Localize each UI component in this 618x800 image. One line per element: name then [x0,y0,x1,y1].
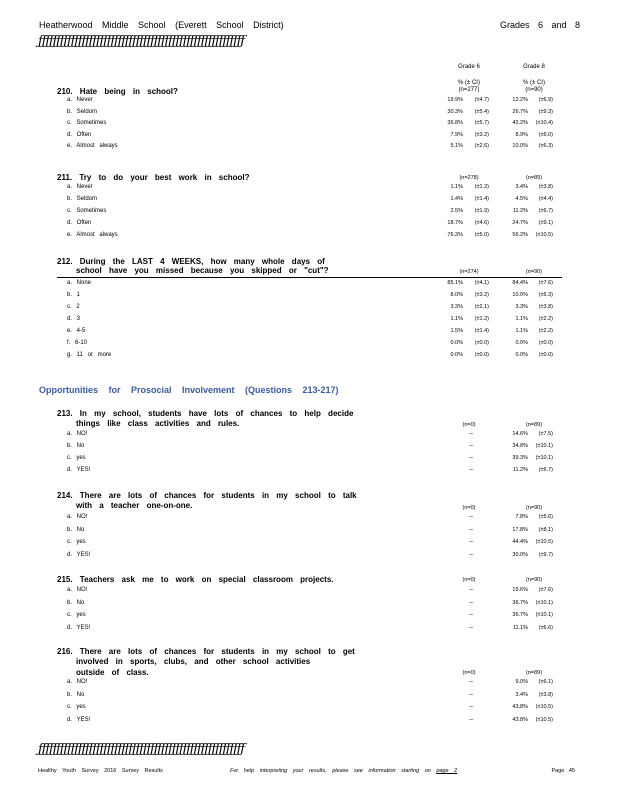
question-216-title-line2: involved in sports, clubs, and other school activities [76,657,311,666]
q210-grade8-ci: (±10.4) [535,120,553,126]
q215-grade6-no-data: -- [469,587,473,593]
q211-grade8-n: (n=89) [525,175,543,181]
q212-grade8-ci: (±0.0) [538,352,553,358]
q211-grade6-percent: 1.1% [450,184,463,190]
footer-survey-title: Healthy Youth Survey 2016 Survey Results [38,768,163,774]
q210-grade8-percent: 42.2% [512,120,528,126]
q216-grade6-n: (n=0) [462,670,476,676]
q210-grade6-ci: (±5.4) [474,108,489,115]
q216-grade8-percent: 43.8% [512,716,528,723]
q212-grade6-percent: 1.1% [450,316,463,322]
q212-grade6-n: (n=274) [459,269,479,275]
q215-grade6-no-data: -- [469,599,473,606]
q212-grade6-percent: 0.0% [450,340,463,346]
question-210-title: 210. Hate being in school? [57,87,178,96]
q210-option-label: e. Almost always [67,143,118,149]
q211-grade6-ci: (±1.9) [474,208,489,214]
q216-option-label: d. YES! [67,716,91,723]
q214-grade8-ci: (±8.1) [538,526,553,533]
q210-grade6-percent: 36.8% [447,120,463,126]
q211-option-label: c. Sometimes [67,208,107,214]
q214-option-label: c. yes [67,539,86,545]
question-213-title-line2: things like class activities and rules. [76,419,240,428]
q215-grade8-ci: (±6.6) [538,624,553,631]
q211-grade8-ci: (±6.7) [538,208,553,214]
q213-grade6-no-data: -- [469,443,473,449]
q210-grade8-percent: 10.0% [512,143,528,149]
q210-grade8-ci: (±6.0) [538,131,553,138]
grade8-pct-label: % (± CI) [523,80,545,86]
q214-grade8-percent: 30.0% [512,551,528,558]
q213-grade8-ci: (±6.7) [538,467,553,473]
grade8-column-header: Grade 8 [523,64,545,70]
q216-grade6-no-data: -- [469,716,473,723]
q211-grade8-percent: 11.2% [512,208,528,214]
q213-grade8-ci: (±10.1) [535,455,553,461]
q215-grade8-percent: 11.1% [512,624,528,631]
q210-grade6-percent: 5.1% [450,143,463,149]
q216-grade8-percent: 9.0% [515,679,528,685]
q216-grade6-no-data: -- [469,704,473,710]
q211-grade6-n: (n=278) [459,175,479,181]
q215-grade8-percent: 36.7% [512,612,528,618]
decorative-divider-top: ƒƒƒƒƒƒƒƒƒƒƒƒƒƒƒƒƒƒƒƒƒƒƒƒƒƒƒƒƒƒƒƒƒƒƒƒƒƒƒƒƒƒƒƒƒƒƒƒƒƒƒƒƒƒƒƒƒ [38,34,244,49]
q216-option-label: c. yes [67,704,86,710]
q212-option-label: g. 11 or more [67,352,112,358]
decorative-divider-bottom: ƒƒƒƒƒƒƒƒƒƒƒƒƒƒƒƒƒƒƒƒƒƒƒƒƒƒƒƒƒƒƒƒƒƒƒƒƒƒƒƒƒƒƒƒƒƒƒƒƒƒƒƒƒƒƒƒƒ [38,742,244,757]
q213-option-label: a. NO! [67,431,88,437]
q215-grade8-n: (n=90) [525,577,543,583]
q216-grade8-ci: (±10.5) [535,716,553,723]
q212-grade8-ci: (±6.3) [538,292,553,298]
q216-option-label: a. NO! [67,679,88,685]
q212-grade8-percent: 3.3% [515,304,528,310]
question-214-title-line2: with a teacher one-on-one. [76,501,193,510]
q211-option-label: e. Almost always [67,232,118,238]
q213-option-label: d. YES! [67,467,91,473]
q212-grade6-percent: 3.3% [450,304,463,310]
q212-option-label: a. None [67,280,92,286]
q210-grade6-percent: 19.9% [447,97,463,103]
q214-grade8-ci: (±9.7) [538,551,553,558]
q213-grade8-ci: (±7.5) [538,431,553,437]
q212-grade8-ci: (±2.2) [538,328,553,334]
q212-grade8-ci: (±3.8) [538,304,553,310]
q214-grade6-no-data: -- [469,514,473,520]
q210-grade8-ci: (±6.3) [538,143,553,149]
grade6-pct-label: % (± CI) [458,80,480,86]
q213-grade8-n: (n=89) [525,422,543,428]
q212-grade8-percent: 0.0% [515,352,528,358]
q211-grade6-percent: 18.7% [447,220,463,226]
q212-grade8-percent: 1.1% [515,316,528,322]
q212-grade6-percent: 85.1% [447,280,463,286]
q216-grade8-ci: (±3.8) [538,691,553,698]
q211-grade8-ci: (±9.1) [538,220,553,226]
q211-grade8-ci: (±3.8) [538,184,553,190]
q216-grade8-ci: (±10.5) [535,704,553,710]
q215-grade6-no-data: -- [469,612,473,618]
q210-grade6-n: (n=277) [458,87,480,93]
q210-option-label: d. Often [67,131,92,138]
q214-grade6-no-data: -- [469,539,473,545]
question-216-title-line1: 216. There are lots of chances for students in my school to get [57,647,355,656]
question-215-title: 215. Teachers ask me to work on special classroom projects. [57,575,334,584]
q216-grade8-n: (n=89) [525,670,543,676]
question-212-title-line2: school have you missed because you skipped or "cut"? [76,266,329,275]
footer-page-number: Page 45 [551,768,575,774]
q214-option-label: b. No [67,526,85,533]
q210-grade8-percent: 26.7% [512,108,528,115]
question-211-title: 211. Try to do your best work in school? [57,173,250,182]
q214-grade6-no-data: -- [469,526,473,533]
q212-grade8-percent: 10.0% [512,292,528,298]
q215-option-label: b. No [67,599,85,606]
q215-grade6-n: (n=0) [462,577,476,583]
q214-option-label: a. NO! [67,514,88,520]
q210-grade6-percent: 7.9% [450,131,463,138]
q215-option-label: a. NO! [67,587,88,593]
q211-grade8-percent: 56.2% [512,232,528,238]
q213-option-label: c. yes [67,455,86,461]
q212-option-label: d. 3 [67,316,81,322]
q216-grade8-percent: 3.4% [515,691,528,698]
q212-grade6-ci: (±0.0) [474,352,489,358]
q212-grade8-percent: 84.4% [512,280,528,286]
q216-option-label: b. No [67,691,85,698]
q212-grade6-ci: (±2.1) [474,304,489,310]
q213-grade6-no-data: -- [469,431,473,437]
question-214-title-line1: 214. There are lots of chances for students in my school to talk [57,491,357,500]
document-header-right: Grades 6 and 8 [499,20,580,30]
q212-grade6-ci: (±1.4) [474,328,489,334]
q210-grade6-ci: (±5.7) [474,120,489,126]
q216-grade6-no-data: -- [469,679,473,685]
q210-grade8-percent: 12.2% [512,97,528,103]
q212-option-label: b. 1 [67,292,81,298]
q211-option-label: d. Often [67,220,92,226]
question-213-title-line1: 213. In my school, students have lots of chances to help decide [57,409,354,418]
q215-grade8-ci: (±10.1) [535,599,553,606]
q214-grade6-no-data: -- [469,551,473,558]
q216-grade8-ci: (±6.1) [538,679,553,685]
q213-grade8-ci: (±10.1) [535,443,553,449]
q210-option-label: a. Never [67,97,93,103]
q212-grade8-percent: 1.1% [515,328,528,334]
q210-grade6-ci: (±2.6) [474,143,489,149]
q211-grade6-percent: 1.4% [450,196,463,202]
q212-grade8-ci: (±7.6) [538,280,553,286]
q212-underline [57,277,562,278]
q216-grade6-no-data: -- [469,691,473,698]
q211-grade6-percent: 2.5% [450,208,463,214]
question-216-title-line3: outside of class. [76,668,149,677]
q213-grade6-no-data: -- [469,467,473,473]
q212-grade8-percent: 0.0% [515,340,528,346]
q211-grade6-ci: (±4.6) [474,220,489,226]
footer-help-sentence: For help interpreting your results, please see information starting on [230,768,437,774]
q212-grade8-n: (n=90) [525,269,543,275]
q211-grade8-percent: 4.5% [515,196,528,202]
q210-grade8-percent: 8.9% [515,131,528,138]
q213-grade8-percent: 34.8% [512,443,528,449]
q210-grade8-ci: (±9.3) [538,108,553,115]
q215-option-label: c. yes [67,612,86,618]
q213-grade8-percent: 11.2% [512,467,528,473]
q212-grade6-ci: (±4.1) [474,280,489,286]
q213-grade8-percent: 14.6% [512,431,528,437]
q212-option-label: c. 2 [67,304,80,310]
q210-grade6-ci: (±4.7) [474,97,489,103]
q212-grade8-ci: (±2.2) [538,316,553,322]
section-heading: Opportunities for Prosocial Involvement (Questions 213-217) [39,385,339,395]
q212-option-label: e. 4-5 [67,328,86,334]
q211-grade6-ci: (±5.0) [474,232,489,238]
q212-grade6-percent: 1.5% [450,328,463,334]
q211-grade8-ci: (±4.4) [538,196,553,202]
q211-grade6-percent: 76.3% [447,232,463,238]
q214-grade8-percent: 17.8% [512,526,528,533]
document-header-left: Heatherwood Middle School (Everett School District) [39,20,284,30]
q210-grade6-ci: (±3.2) [474,131,489,138]
q214-grade8-n: (n=90) [525,505,543,511]
q212-grade6-ci: (±0.0) [474,340,489,346]
q210-option-label: b. Seldom [67,108,98,115]
q213-grade8-percent: 39.3% [512,455,528,461]
q212-option-label: f. 6-10 [67,340,88,346]
q214-grade8-ci: (±10.5) [535,539,553,545]
grade6-column-header: Grade 6 [458,64,480,70]
q210-grade8-n: (n=90) [525,87,543,93]
q214-grade8-percent: 44.4% [512,539,528,545]
q211-grade6-ci: (±1.2) [474,184,489,190]
q215-option-label: d. YES! [67,624,91,631]
q213-option-label: b. No [67,443,85,449]
q215-grade8-percent: 15.6% [512,587,528,593]
q210-grade6-percent: 30.3% [447,108,463,115]
q215-grade6-no-data: -- [469,624,473,631]
q215-grade8-ci: (±10.1) [535,612,553,618]
q215-grade8-ci: (±7.6) [538,587,553,593]
q210-option-label: c. Sometimes [67,120,107,126]
q212-grade6-percent: 8.0% [450,292,463,298]
q212-grade6-ci: (±3.2) [474,292,489,298]
q212-grade6-percent: 0.0% [450,352,463,358]
q212-grade8-ci: (±0.0) [538,340,553,346]
q215-grade8-percent: 36.7% [512,599,528,606]
footer-page-link[interactable]: page 2 [436,768,458,774]
q213-grade6-n: (n=0) [462,422,476,428]
q214-grade8-ci: (±5.6) [538,514,553,520]
q214-grade8-percent: 7.8% [515,514,528,520]
q214-option-label: d. YES! [67,551,91,558]
q211-grade8-ci: (±10.5) [535,232,553,238]
q210-grade8-ci: (±6.9) [538,97,553,103]
question-212-title-line1: 212. During the LAST 4 WEEKS, how many whole days of [57,257,325,266]
q214-grade6-n: (n=0) [462,505,476,511]
q211-option-label: a. Never [67,184,93,190]
q211-grade8-percent: 24.7% [512,220,528,226]
q216-grade8-percent: 43.8% [512,704,528,710]
q212-grade6-ci: (±1.2) [474,316,489,322]
q211-option-label: b. Seldom [67,196,98,202]
footer-help-text [230,768,457,774]
q213-grade6-no-data: -- [469,455,473,461]
q211-grade8-percent: 3.4% [515,184,528,190]
q211-grade6-ci: (±1.4) [474,196,489,202]
